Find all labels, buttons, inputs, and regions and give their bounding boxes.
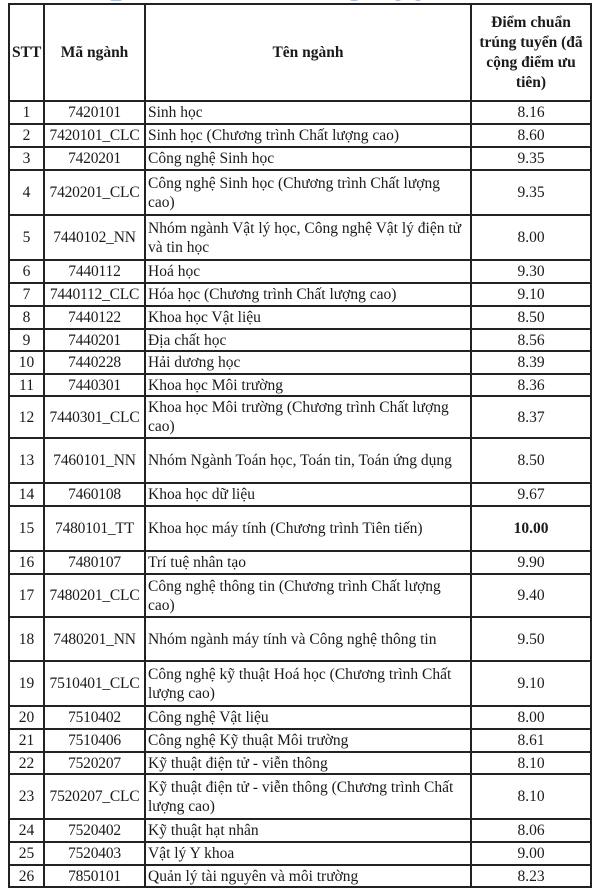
table-row — [9, 752, 591, 774]
table-row — [9, 147, 591, 170]
row-major-code: 7420101_CLC — [44, 124, 145, 147]
row-stt: 7 — [9, 283, 44, 306]
row-major-name: Công nghệ kỹ thuật Hoá học (Chương trình Chất lượng cao) — [145, 661, 471, 706]
table-row — [9, 661, 591, 706]
table-row — [9, 729, 591, 752]
row-stt: 9 — [9, 329, 44, 351]
table-row — [9, 306, 591, 329]
table-row — [9, 617, 591, 661]
table-row — [9, 260, 591, 283]
row-major-name: Khoa học Môi trường (Chương trình Chất lượng cao) — [145, 396, 471, 438]
row-stt: 2 — [9, 124, 44, 147]
row-stt: 21 — [9, 729, 44, 752]
row-major-name: Kỹ thuật điện tử - viễn thông — [145, 752, 471, 774]
table-row — [9, 374, 591, 396]
row-cutoff-score: 8.36 — [471, 374, 591, 396]
row-cutoff-score: 9.50 — [471, 617, 591, 661]
row-major-name: Sinh học (Chương trình Chất lượng cao) — [145, 124, 471, 147]
row-major-code: 7440301 — [44, 374, 145, 396]
row-stt: 20 — [9, 706, 44, 729]
row-stt: 17 — [9, 574, 44, 617]
table-row — [9, 574, 591, 617]
row-stt: 3 — [9, 147, 44, 170]
row-cutoff-score: 9.90 — [471, 551, 591, 574]
table-row — [9, 396, 591, 438]
row-major-name: Hải dương học — [145, 351, 471, 374]
row-cutoff-score: 9.10 — [471, 283, 591, 306]
row-major-code: 7510402 — [44, 706, 145, 729]
row-major-code: 7510401_CLC — [44, 661, 145, 706]
row-major-name: Quản lý tài nguyên và môi trường — [145, 865, 471, 887]
table-row — [9, 101, 591, 124]
table-row — [9, 551, 591, 574]
table-header-row — [9, 4, 591, 101]
row-stt: 10 — [9, 351, 44, 374]
row-stt: 18 — [9, 617, 44, 661]
table-row — [9, 842, 591, 865]
row-major-code: 7420201 — [44, 147, 145, 170]
row-stt: 1 — [9, 101, 44, 124]
table-row — [9, 706, 591, 729]
row-major-name: Kỹ thuật hạt nhân — [145, 819, 471, 842]
row-stt: 23 — [9, 774, 44, 819]
row-major-code: 7460108 — [44, 483, 145, 506]
row-stt: 16 — [9, 551, 44, 574]
row-major-code: 7480107 — [44, 551, 145, 574]
row-stt: 4 — [9, 170, 44, 215]
row-major-name: Hoá học — [145, 260, 471, 283]
row-cutoff-score: 9.40 — [471, 574, 591, 617]
row-major-code: 7520207_CLC — [44, 774, 145, 819]
row-stt: 14 — [9, 483, 44, 506]
table-row — [9, 124, 591, 147]
row-cutoff-score: 9.67 — [471, 483, 591, 506]
row-major-code: 7480201_NN — [44, 617, 145, 661]
row-major-code: 7480101_TT — [44, 506, 145, 551]
row-cutoff-score: 9.35 — [471, 147, 591, 170]
row-stt: 24 — [9, 819, 44, 842]
row-stt: 19 — [9, 661, 44, 706]
table-row — [9, 819, 591, 842]
row-stt: 13 — [9, 438, 44, 483]
row-major-name: Trí tuệ nhân tạo — [145, 551, 471, 574]
row-major-code: 7480201_CLC — [44, 574, 145, 617]
admission-scores-table — [8, 3, 592, 888]
row-major-name: Công nghệ Sinh học — [145, 147, 471, 170]
row-stt: 5 — [9, 215, 44, 260]
row-cutoff-score: 9.10 — [471, 661, 591, 706]
table-row — [9, 438, 591, 483]
row-major-code: 7460101_NN — [44, 438, 145, 483]
table-row — [9, 283, 591, 306]
row-cutoff-score: 8.23 — [471, 865, 591, 887]
row-major-code: 7440112 — [44, 260, 145, 283]
row-major-name: Công nghệ Kỹ thuật Môi trường — [145, 729, 471, 752]
row-major-name: Nhóm ngành Vật lý học, Công nghệ Vật lý điện tử và tin học — [145, 215, 471, 260]
row-stt: 25 — [9, 842, 44, 865]
table-row — [9, 506, 591, 551]
row-major-name: Nhóm Ngành Toán học, Toán tin, Toán ứng dụng — [145, 438, 471, 483]
row-cutoff-score: 8.56 — [471, 329, 591, 351]
row-cutoff-score: 9.35 — [471, 170, 591, 215]
header-cutoff-score: Điểm chuẩn trúng tuyển (đã cộng điểm ưu tiên) — [471, 4, 591, 101]
row-major-name: Công nghệ Vật liệu — [145, 706, 471, 729]
row-major-code: 7440122 — [44, 306, 145, 329]
row-cutoff-score: 8.61 — [471, 729, 591, 752]
row-cutoff-score: 8.06 — [471, 819, 591, 842]
row-stt: 12 — [9, 396, 44, 438]
row-cutoff-score: 8.60 — [471, 124, 591, 147]
row-cutoff-score: 8.37 — [471, 396, 591, 438]
row-major-name: Hóa học (Chương trình Chất lượng cao) — [145, 283, 471, 306]
table-row — [9, 774, 591, 819]
row-major-name: Khoa học máy tính (Chương trình Tiên tiến) — [145, 506, 471, 551]
header-stt: STT — [9, 4, 44, 101]
table-row — [9, 351, 591, 374]
row-cutoff-score: 8.50 — [471, 306, 591, 329]
row-major-code: 7440112_CLC — [44, 283, 145, 306]
row-stt: 8 — [9, 306, 44, 329]
row-major-code: 7520207 — [44, 752, 145, 774]
row-cutoff-score: 9.00 — [471, 842, 591, 865]
row-major-code: 7420201_CLC — [44, 170, 145, 215]
row-stt: 15 — [9, 506, 44, 551]
row-stt: 6 — [9, 260, 44, 283]
row-major-code: 7440102_NN — [44, 215, 145, 260]
row-cutoff-score: 8.39 — [471, 351, 591, 374]
row-major-name: Khoa học dữ liệu — [145, 483, 471, 506]
row-cutoff-score: 8.00 — [471, 706, 591, 729]
row-major-name: Nhóm ngành máy tính và Công nghệ thông tin — [145, 617, 471, 661]
row-major-code: 7520402 — [44, 819, 145, 842]
row-major-name: Khoa học Vật liệu — [145, 306, 471, 329]
row-major-name: Kỹ thuật điện tử - viễn thông (Chương trình Chất lượng cao) — [145, 774, 471, 819]
row-major-name: Địa chất học — [145, 329, 471, 351]
row-cutoff-score: 8.00 — [471, 215, 591, 260]
table-row — [9, 483, 591, 506]
table-body — [9, 101, 591, 887]
row-major-code: 7440301_CLC — [44, 396, 145, 438]
row-major-code: 7850101 — [44, 865, 145, 887]
row-cutoff-score: 10.00 — [471, 506, 591, 551]
row-major-code: 7420101 — [44, 101, 145, 124]
row-major-code: 7440201 — [44, 329, 145, 351]
cropped-title-fragment — [0, 0, 600, 2]
row-major-name: Công nghệ thông tin (Chương trình Chất lượng cao) — [145, 574, 471, 617]
row-stt: 22 — [9, 752, 44, 774]
row-cutoff-score: 8.50 — [471, 438, 591, 483]
row-major-code: 7440228 — [44, 351, 145, 374]
row-cutoff-score: 8.16 — [471, 101, 591, 124]
row-major-name: Sinh học — [145, 101, 471, 124]
row-cutoff-score: 9.30 — [471, 260, 591, 283]
header-major-name: Tên ngành — [145, 4, 471, 101]
row-cutoff-score: 8.10 — [471, 774, 591, 819]
table-row — [9, 865, 591, 887]
row-cutoff-score: 8.10 — [471, 752, 591, 774]
table-row — [9, 215, 591, 260]
table-row — [9, 329, 591, 351]
row-major-name: Khoa học Môi trường — [145, 374, 471, 396]
row-major-name: Công nghệ Sinh học (Chương trình Chất lượng cao) — [145, 170, 471, 215]
row-major-name: Vật lý Y khoa — [145, 842, 471, 865]
header-major-code: Mã ngành — [44, 4, 145, 101]
row-major-code: 7520403 — [44, 842, 145, 865]
row-stt: 11 — [9, 374, 44, 396]
table-row — [9, 170, 591, 215]
row-stt: 26 — [9, 865, 44, 887]
row-major-code: 7510406 — [44, 729, 145, 752]
